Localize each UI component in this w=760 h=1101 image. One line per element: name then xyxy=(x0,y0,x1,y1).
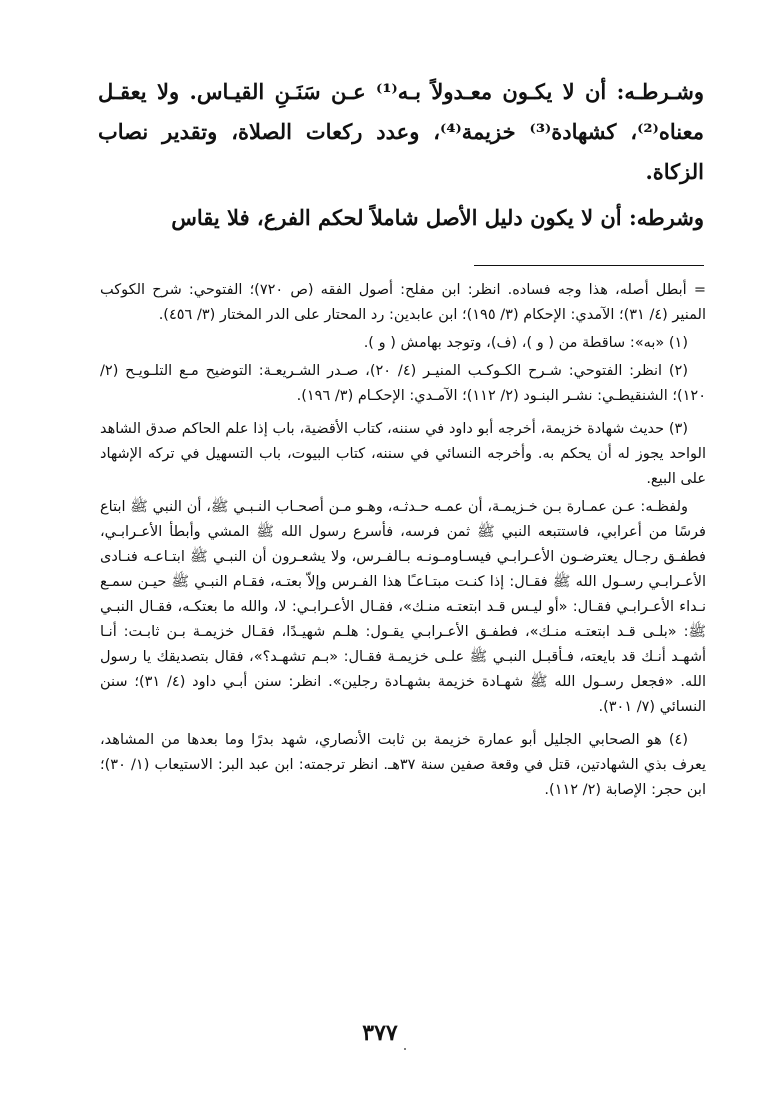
main-text xyxy=(98,72,704,238)
footnote-separator xyxy=(474,265,704,266)
footnote-continuation: = أبطل أصله، هذا وجه فساده. انظر: ابن مفلح: أصول الفقه (ص ٧٢٠)؛ الفتوحي: شرح الكوكب المنير (٤/ ٣١)؛ الآمدي: الإحكام (٣/ ١٩٥)؛ ابن عابدين: رد المحتار على الدر المختار (٣/ ٤٥٦). xyxy=(100,282,706,323)
page-number: ٣٧٧ xyxy=(362,1020,398,1046)
footnote-2: (٢) انظر: الفتوحي: شـرح الكـوكـب المنيـر (٤/ ٢٠)، صـدر الشـريعـة: التوضيح مـع التلـويـح (٢/ ١٢٠)؛ الشنقيطـي: نشـر البنـود (٢/ ١١٢)؛ الآمـدي: الإحكـام (٣/ ١٩٦). xyxy=(100,363,706,404)
footnote-4: (٤) هو الصحابي الجليل أبو عمارة خزيمة بن ثابت الأنصاري، شهد بدرًا وما بعدها من المشاهد، يعرف بذي الشهادتين، قتل في وقعة صفين سنة ٣٧هـ. انظر ترجمته: ابن عبد البر: الاستيعاب (١/ ٣٠)؛ ابن حجر: الإصابة (٢/ ١١٢). xyxy=(100,732,707,798)
main-paragraph-2: وشرطه: أن لا يكون دليل الأصل شاملاً لحكم الفرع، فلا يقاس xyxy=(171,205,704,230)
footnote-3: (٣) حديث شهادة خزيمة، أخرجه أبو داود في سننه، كتاب الأقضية، باب إذا علم الحاكم صدق الشاهد الواحد يجوز له أن يحكم به. وأخرجه النسائي في سننه، كتاب البيوت، باب التسهيل في تركه الإشهاد على البيع. xyxy=(100,421,706,487)
footnote-1: (١) «به»: ساقطة من ( و )، (ف)، وتوجد بهامش ( و ). xyxy=(363,335,688,351)
print-dot xyxy=(404,1048,406,1050)
footnote-3-text: ولفظـه: عـن عمـارة بـن خـزيمـة، أن عمـه حـدثـه، وهـو مـن أصحـاب النـبـي ﷺ، أن النبي ﷺ ابتاع فرسًا من أعرابي، فاستتبعه النبي ﷺ ثمن فرسه، فأسرع رسول الله ﷺ المشي وأبطأ الأعـرابـي، فطفـق رجـال يعترضـون الأعـرابـي فيسـاومـونـه بـالفـرس، ولا يشعـرون أن النبـي ﷺ ابتـاعـه فنـادى الأعـرابـي رسـول الله ﷺ فقـال: إذا كنـت مبتـاعـًا هذا الفـرس وإلاّ بعتـه، فقـام النبـي ﷺ حيـن سمـع نـداء الأعـرابـي فقـال: «أو ليـس قـد ابتعتـه منـك»، فقـال الأعـرابـي: لا، والله ما بعتكـه، فقـال النبـي ﷺ: «بلـى قـد ابتعتـه منـك»، فطفـق الأعـرابـي يقـول: هلـم شهيـدًا، فقـال خزيمـة بـن ثابـت: أنـا أشهـد أنـك قد بايعته، فـأقبـل النبـي ﷺ علـى خزيمـة فقـال: «بـم تشهـد؟»، فقال بتصديقك يا رسول الله. «فجعل رسـول الله ﷺ شهـادة خزيمة بشهـادة رجلين». انظر: سنن أبـي داود (٤/ ٣١)؛ سنن النسائي (٧/ ٣٠١). xyxy=(100,499,706,715)
footnotes xyxy=(100,278,706,806)
main-paragraph-1: وشـرطـه: أن لا يكـون معـدولاً بـه⁽¹⁾ عـن سَنَـنِ القيـاس. ولا يعقـل معناه⁽²⁾، كشهادة⁽³⁾ خزيمة⁽⁴⁾، وعدد ركعات الصلاة، وتقدير نصاب الزكاة. xyxy=(98,79,704,184)
